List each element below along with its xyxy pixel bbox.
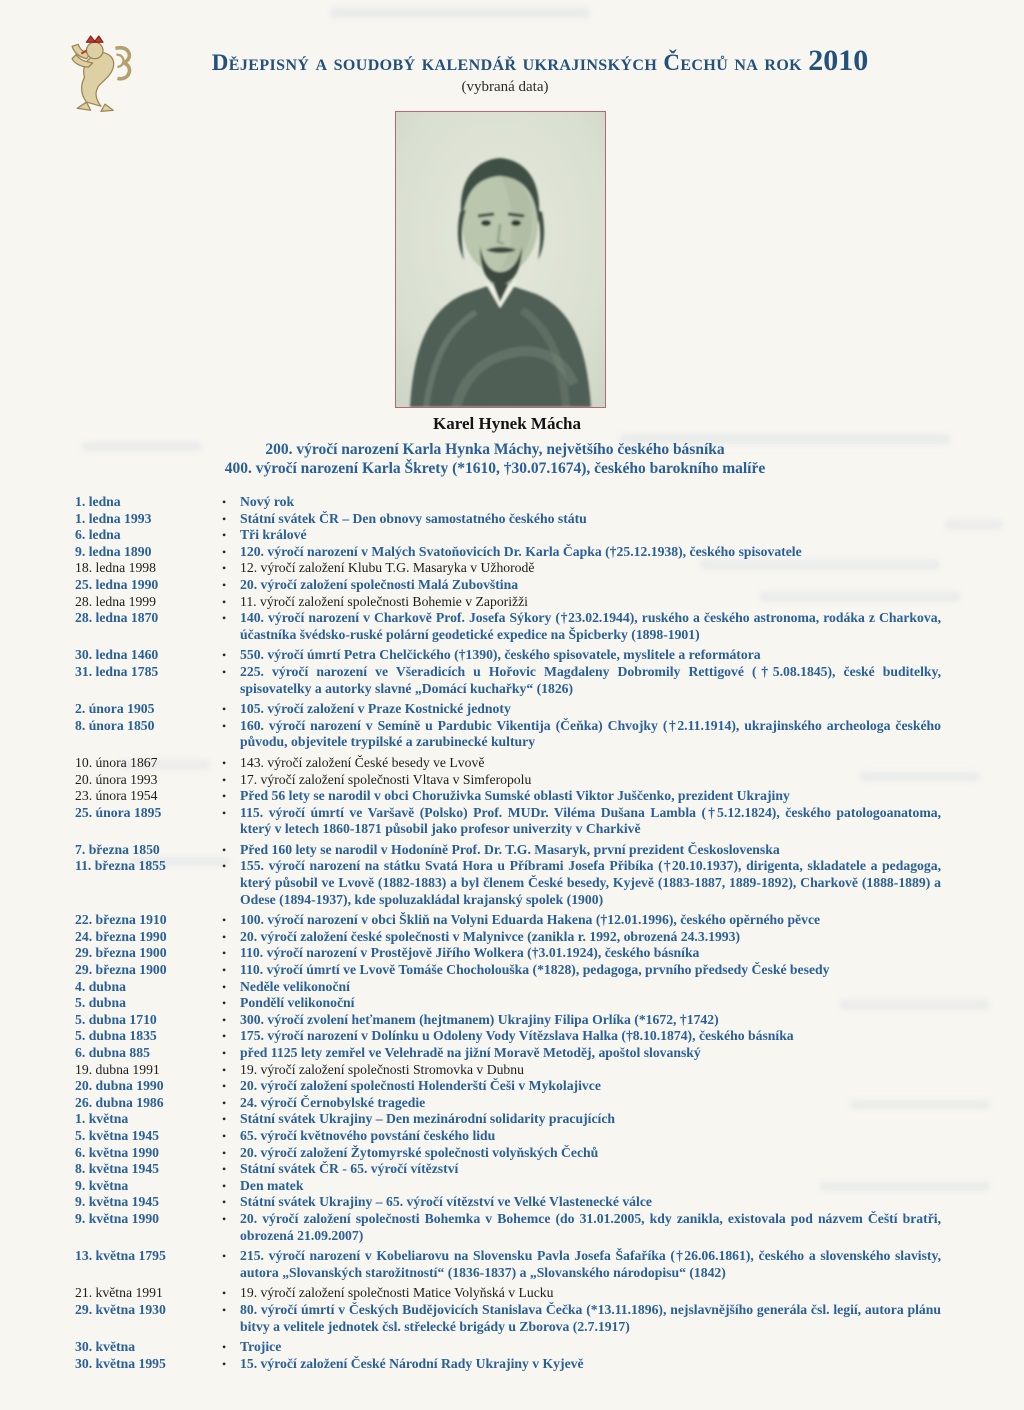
event-row: [75, 701, 941, 718]
event-text: Trojice: [240, 1339, 282, 1355]
event-row: [75, 494, 941, 511]
event-text: 11. výročí založení společnosti Bohemie v Zaporižži: [240, 593, 528, 609]
anniversary-intro: [0, 441, 990, 478]
event-row: [75, 788, 941, 805]
event-text: Státní svátek ČR - 65. výročí vítězství: [240, 1161, 459, 1177]
event-row: [75, 1078, 941, 1095]
event-date: 1. ledna 1993: [75, 510, 152, 526]
event-text: 300. výročí zvolení heťmanem (hejtmanem) Ukrajiny Filipa Orlíka (*1672, †1742): [240, 1011, 719, 1027]
event-text: 215. výročí narození v Kobeliarovu na Slovensku Pavla Josefa Šafaříka (†26.06.1861), českého a slovenského slavisty, autora „Slovanských starožitností“ (1836-1837) a „Slovanského národopisu“ (1842): [240, 1248, 941, 1280]
event-row: [75, 995, 941, 1012]
event-row: [75, 912, 941, 929]
bullet-icon: •: [222, 1128, 227, 1143]
bullet-icon: •: [222, 544, 227, 559]
event-row: [75, 544, 941, 561]
event-text: Státní svátek Ukrajiny – 65. výročí vítězství ve Velké Vlastenecké válce: [240, 1194, 652, 1210]
event-text: 550. výročí úmrtí Petra Chelčického (†1390), českého spisovatele, myslitele a reformátora: [240, 647, 761, 663]
event-date: 2. února 1905: [75, 701, 155, 717]
event-text: 12. výročí založení Klubu T.G. Masaryka v Užhorodě: [240, 560, 535, 576]
event-text: 143. výročí založení České besedy ve Lvově: [240, 754, 485, 770]
event-date: 29. května 1930: [75, 1301, 166, 1317]
event-date: 26. dubna 1986: [75, 1094, 164, 1110]
event-text: Pondělí velikonoční: [240, 995, 355, 1011]
event-date: 7. března 1850: [75, 841, 160, 857]
title-year: 2010: [808, 44, 869, 77]
event-text: Před 160 lety se narodil v Hodoníně Prof. Dr. T.G. Masaryk, první prezident Československa: [240, 841, 780, 857]
event-date: 20. dubna 1990: [75, 1078, 164, 1094]
event-date: 29. března 1900: [75, 962, 167, 978]
event-text: 80. výročí úmrtí v Českých Budějovicích Stanislava Čečka (*13.11.1896), nejslavnějšího generála čsl. legií, autora plánu bitvy a velitele jednotek čsl. střelecké brigády u Zborova (2.7.1917): [240, 1301, 941, 1334]
bullet-icon: •: [222, 859, 227, 874]
event-row: [75, 805, 941, 838]
bullet-icon: •: [222, 702, 227, 717]
event-text: 120. výročí narození v Malých Svatoňovicích Dr. Karla Čapka (†25.12.1938), českého spisovatele: [240, 543, 802, 559]
bullet-icon: •: [222, 805, 227, 820]
event-text: Den matek: [240, 1177, 304, 1193]
bullet-icon: •: [222, 511, 227, 526]
event-row: [75, 610, 941, 643]
bullet-icon: •: [222, 772, 227, 787]
event-date: 5. dubna 1710: [75, 1011, 157, 1027]
bullet-icon: •: [222, 1112, 227, 1127]
event-row: [75, 1339, 941, 1356]
event-row: [75, 594, 941, 611]
event-text: 19. výročí založení společnosti Matice Volyňská v Lucku: [240, 1285, 554, 1301]
event-date: 9. května: [75, 1177, 129, 1193]
event-date: 11. března 1855: [75, 858, 166, 874]
event-row: [75, 929, 941, 946]
event-row: [75, 1028, 941, 1045]
event-text: před 1125 lety zemřel ve Velehradě na jižní Moravě Metoděj, apoštol slovanský: [240, 1045, 701, 1060]
bullet-icon: •: [222, 913, 227, 928]
event-row: [75, 1012, 941, 1029]
bullet-icon: •: [222, 1079, 227, 1094]
bullet-icon: •: [222, 561, 227, 576]
event-row: [75, 511, 941, 528]
bullet-icon: •: [222, 718, 227, 733]
event-row: [75, 772, 941, 789]
intro-line-2: 400. výročí narození Karla Škrety (*1610, †30.07.1674), českého barokního malíře: [224, 459, 766, 477]
event-row: [75, 647, 941, 664]
event-row: [75, 1045, 941, 1062]
event-row: [75, 1248, 941, 1281]
bullet-icon: •: [222, 1356, 227, 1371]
bullet-icon: •: [222, 1046, 227, 1060]
event-date: 24. března 1990: [75, 928, 167, 944]
event-date: 13. května 1795: [75, 1248, 166, 1264]
event-date: 21. května 1991: [75, 1285, 163, 1301]
event-text: 175. výročí narození v Dolínku u Odoleny Vody Vítězslava Halka (†8.10.1874), českého básníka: [240, 1028, 794, 1044]
event-text: 65. výročí květnového povstání českého lidu: [240, 1127, 496, 1143]
event-date: 1. ledna: [75, 494, 121, 509]
bullet-icon: •: [222, 842, 227, 857]
event-date: 1. května: [75, 1111, 129, 1127]
event-text: 225. výročí narození ve Všeradicích u Hořovic Magdaleny Dobromily Rettigové (†5.08.1845), české buditelky, spisovatelky a autorky slavné „Domácí kuchařky“ (1826): [240, 663, 941, 696]
bullet-icon: •: [222, 1145, 227, 1160]
event-date: 22. března 1910: [75, 912, 167, 928]
event-row: [75, 1128, 941, 1145]
event-row: [75, 755, 941, 772]
event-text: 20. výročí založení společnosti Bohemka v Bohemce (do 31.01.2005, kdy zanikla, existovala pod názvem Čeští bratři, obrozená 21.09.2007): [240, 1210, 941, 1243]
event-text: 100. výročí narození v obci Škliň na Volyni Eduarda Hakena (†12.01.1996), českého opěrného pěvce: [240, 912, 821, 928]
event-row: [75, 527, 941, 544]
event-text: 110. výročí narození v Prostějově Jiřího Wolkera (†3.01.1924), českého básníka: [240, 945, 700, 961]
event-text: 15. výročí založení České Národní Rady Ukrajiny v Kyjevě: [240, 1355, 584, 1371]
bullet-icon: •: [222, 946, 227, 961]
event-date: 28. ledna 1999: [75, 593, 156, 609]
event-date: 5. dubna 1835: [75, 1028, 157, 1044]
event-text: 17. výročí založení společnosti Vltava v Simferopolu: [240, 771, 532, 787]
bullet-icon: •: [222, 1178, 227, 1193]
bullet-icon: •: [222, 1249, 227, 1264]
bullet-icon: •: [222, 1211, 227, 1226]
event-date: 9. května 1945: [75, 1194, 160, 1210]
event-row: [75, 664, 941, 697]
event-date: 8. května 1945: [75, 1161, 160, 1177]
event-text: 160. výročí narození v Semíně u Pardubic Vikentija (Čeňka) Chvojky (†2.11.1914), ukrajinského archeologa českého původu, objevitele trypilské a zarubinecké kultury: [240, 717, 941, 750]
event-text: 115. výročí úmrtí ve Varšavě (Polsko) Prof. MUDr. Viléma Dušana Lambla (†5.12.1824), českého patologoanatoma, který v letech 1860-1871 působil jako profesor univerzity v Charkivě: [240, 804, 941, 837]
event-date: 6. ledna: [75, 527, 121, 543]
bullet-icon: •: [222, 1340, 227, 1355]
calendar-event-list: [75, 494, 941, 1372]
event-row: [75, 577, 941, 594]
event-row: [75, 962, 941, 979]
bullet-icon: •: [222, 648, 227, 663]
bullet-icon: •: [222, 594, 227, 609]
event-date: 30. května 1995: [75, 1355, 166, 1371]
event-row: [75, 858, 941, 908]
event-text: 20. výročí založení společnosti Malá Zubovština: [240, 576, 519, 592]
event-row: [75, 1285, 941, 1302]
event-date: 8. února 1850: [75, 717, 155, 733]
bullet-icon: •: [222, 611, 227, 626]
event-date: 18. ledna 1998: [75, 560, 156, 576]
intro-line-1: 200. výročí narození Karla Hynka Máchy, největšího českého básníka: [265, 441, 725, 458]
event-row: [75, 1145, 941, 1162]
event-date: 28. ledna 1870: [75, 610, 159, 626]
event-date: 25. ledna 1990: [75, 576, 159, 592]
page-subtitle: (vybraná data): [461, 79, 549, 95]
event-date: 6. dubna 885: [75, 1045, 150, 1060]
bleed-through-artifact: [330, 8, 590, 18]
event-row: [75, 842, 941, 859]
event-date: 30. ledna 1460: [75, 647, 159, 663]
bleed-through-artifact: [945, 520, 1003, 529]
event-date: 25. února 1895: [75, 804, 162, 820]
bullet-icon: •: [222, 963, 227, 978]
page-title: Dějepisný a soudobý kalendář ukrajinských Čechů na rok 2010: [211, 44, 869, 77]
event-text: 20. výročí založení české společnosti v Malynivce (zanikla r. 1992, obrozená 24.3.1993): [240, 928, 741, 944]
event-row: [75, 945, 941, 962]
bullet-icon: •: [222, 755, 227, 770]
event-text: 110. výročí úmrtí ve Lvově Tomáše Chocholouška (*1828), pedagoga, prvního předsedy České besedy: [240, 962, 830, 978]
event-text: Před 56 lety se narodil v obci Choruživka Sumské oblasti Viktor Juščenko, prezident Ukrajiny: [240, 788, 790, 804]
bullet-icon: •: [222, 979, 227, 994]
event-date: 10. února 1867: [75, 754, 158, 770]
event-row: [75, 1211, 941, 1244]
event-row: [75, 560, 941, 577]
event-date: 23. února 1954: [75, 788, 158, 804]
event-text: 20. výročí založení Žytomyrské společnosti volyňských Čechů: [240, 1144, 599, 1160]
bullet-icon: •: [222, 664, 227, 679]
bullet-icon: •: [222, 528, 227, 543]
bullet-icon: •: [222, 1029, 227, 1044]
bullet-icon: •: [222, 1095, 227, 1110]
event-row: [75, 1356, 941, 1373]
event-row: [75, 1062, 941, 1079]
bullet-icon: •: [222, 789, 227, 804]
event-text: 155. výročí narození na státku Svatá Hora u Příbrami Josefa Přibíka (†20.10.1937), dirigenta, skladatele a pedagoga, který působil ve Lvově (1882-1883) a byl členem České besedy, Kyjevě (1883-1887, 1889-1892), Charkově (1888-1889) a Odese (1894-1937), kde spoluzakládal krajanský spolek (1900): [240, 858, 941, 907]
event-date: 9. května 1990: [75, 1210, 160, 1226]
event-date: 5. května 1945: [75, 1127, 160, 1143]
event-text: Neděle velikonoční: [240, 978, 350, 994]
event-text: 20. výročí založení společnosti Holenderští Češi v Mykolajivce: [240, 1078, 601, 1094]
event-text: Nový rok: [240, 494, 295, 509]
event-text: 24. výročí Černobylské tragedie: [240, 1094, 426, 1110]
event-date: 9. ledna 1890: [75, 543, 152, 559]
bullet-icon: •: [222, 1286, 227, 1301]
event-text: Státní svátek ČR – Den obnovy samostatného českého státu: [240, 510, 587, 526]
event-row: [75, 979, 941, 996]
bullet-icon: •: [222, 996, 227, 1011]
event-text: 19. výročí založení společnosti Stromovka v Dubnu: [240, 1061, 524, 1077]
event-date: 30. května: [75, 1339, 136, 1355]
event-date: 6. května 1990: [75, 1144, 160, 1160]
event-date: 20. února 1993: [75, 771, 158, 787]
bullet-icon: •: [222, 577, 227, 592]
event-text: 140. výročí narození v Charkově Prof. Josefa Sýkory (†23.02.1944), ruského a českého astronoma, rodáka z Charkova, účastníka švédsko-ruské polární geodetické expedice na Špicberky (1898-1901): [240, 610, 941, 642]
bullet-icon: •: [222, 1012, 227, 1027]
bullet-icon: •: [222, 1162, 227, 1177]
bullet-icon: •: [222, 1062, 227, 1077]
event-date: 19. dubna 1991: [75, 1061, 160, 1077]
portrait-caption: Karel Hynek Mácha: [433, 414, 581, 433]
event-text: 105. výročí založení v Praze Kostnické jednoty: [240, 701, 511, 717]
event-row: [75, 1095, 941, 1112]
event-text: Tři králové: [240, 527, 307, 543]
event-date: 4. dubna: [75, 978, 126, 994]
event-date: 31. ledna 1785: [75, 663, 159, 679]
bullet-icon: •: [222, 929, 227, 944]
bullet-icon: •: [222, 1195, 227, 1210]
bullet-icon: •: [222, 1302, 227, 1317]
bullet-icon: •: [222, 495, 227, 509]
event-row: [75, 1161, 941, 1178]
event-date: 5. dubna: [75, 995, 126, 1011]
czech-lion-emblem-icon: [70, 34, 136, 114]
event-row: [75, 718, 941, 751]
event-text: Státní svátek Ukrajiny – Den mezinárodní solidarity pracujících: [240, 1111, 616, 1127]
portrait-image: [395, 111, 606, 408]
event-row: [75, 1178, 941, 1195]
event-row: [75, 1302, 941, 1335]
event-row: [75, 1194, 941, 1211]
event-date: 29. března 1900: [75, 945, 167, 961]
event-row: [75, 1111, 941, 1128]
